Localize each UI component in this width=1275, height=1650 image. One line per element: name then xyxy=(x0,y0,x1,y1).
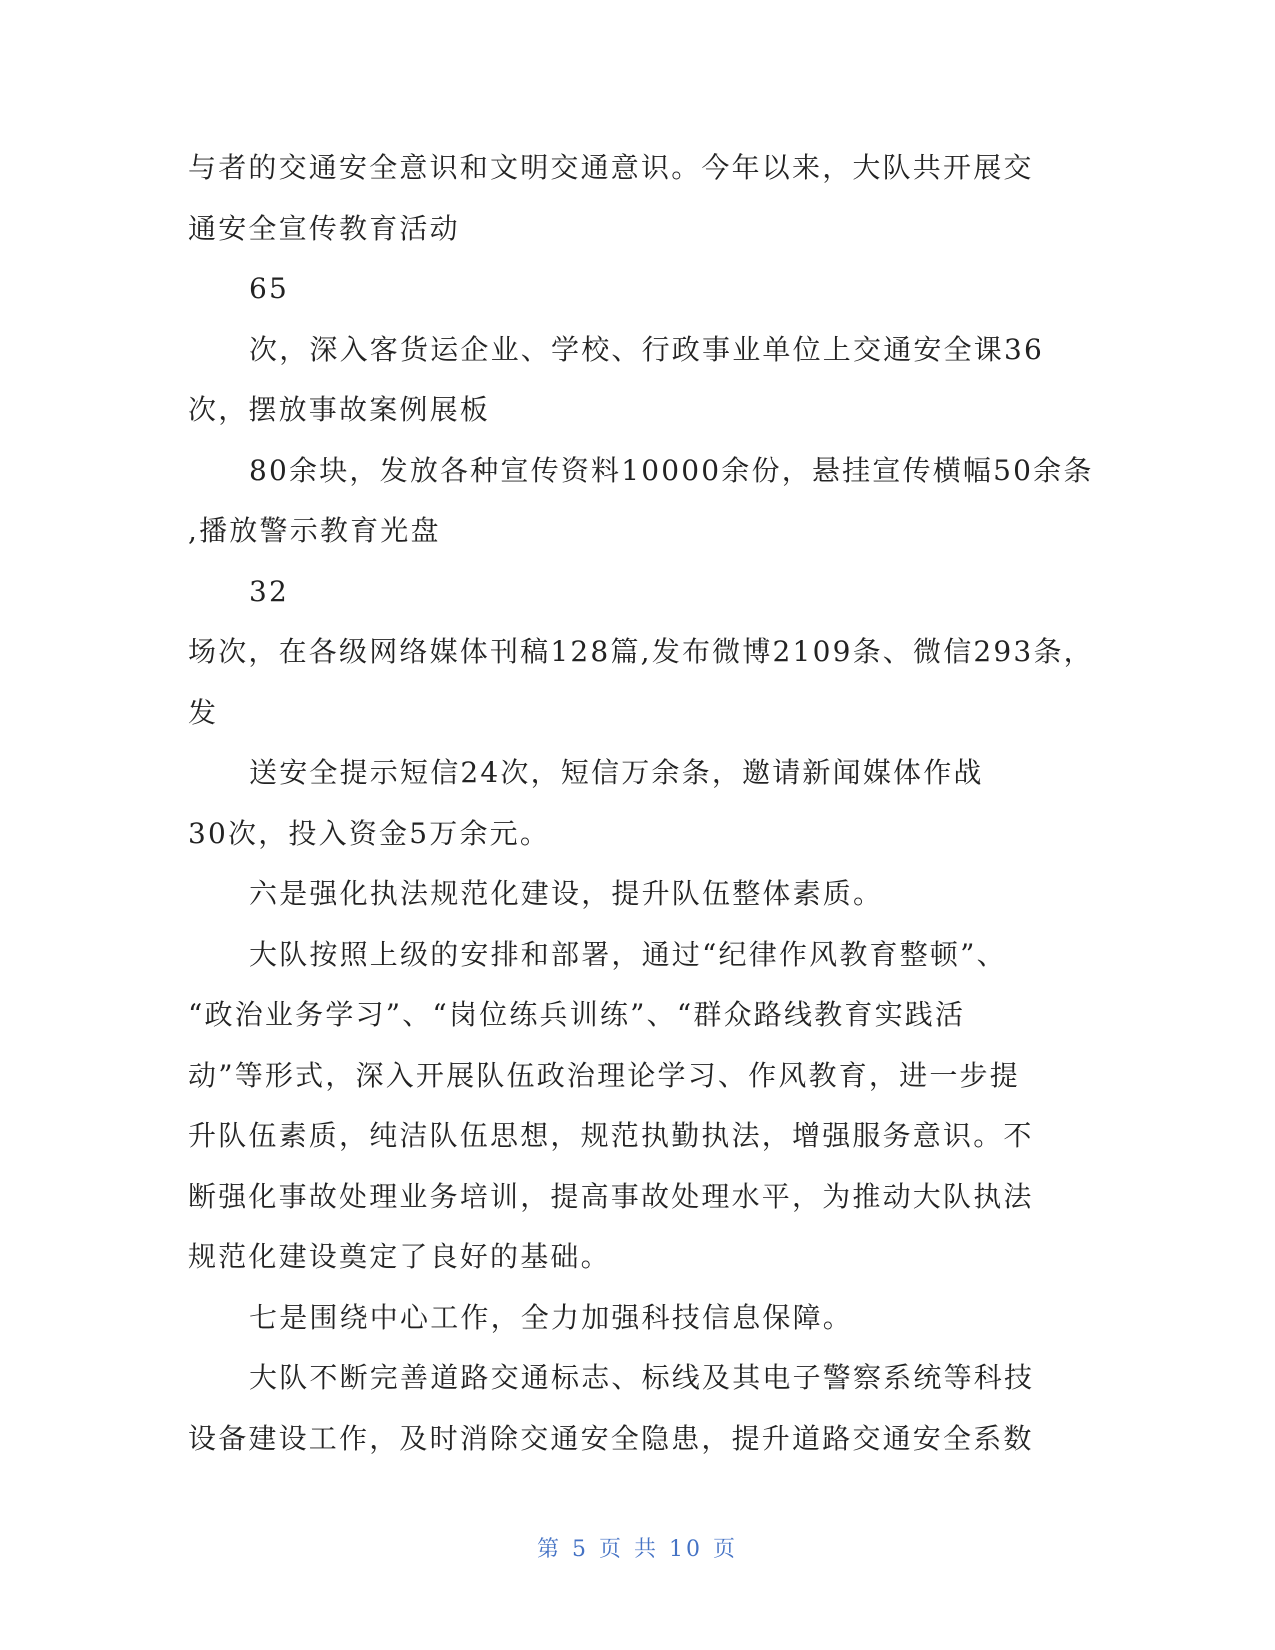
text-line: 次，深入客货运企业、学校、行政事业单位上交通安全课36 xyxy=(249,332,1045,366)
text-line: 设备建设工作，及时消除交通安全隐患，提升道路交通安全系数 xyxy=(188,1421,1034,1455)
section-heading-seven: 七是围绕中心工作，全力加强科技信息保障。 xyxy=(249,1300,854,1334)
text-line: 30次，投入资金5万余元。 xyxy=(188,816,551,850)
text-line: “政治业务学习”、“岗位练兵训练”、“群众路线教育实践活 xyxy=(188,998,966,1031)
text-line: 次，摆放事故案例展板 xyxy=(188,393,491,426)
text-line: 80余块，发放各种宣传资料10000余份，悬挂宣传横幅50余条 xyxy=(249,453,1094,487)
document-body xyxy=(188,138,1094,1469)
text-line: 升队伍素质，纯洁队伍思想，规范执勤执法，增强服务意识。不 xyxy=(188,1119,1034,1152)
text-line: 场次，在各级网络媒体刊稿128篇,发布微博2109条、微信293条， xyxy=(188,635,1094,668)
text-line: 大队不断完善道路交通标志、标线及其电子警察系统等科技 xyxy=(249,1361,1035,1394)
text-line: 大队按照上级的安排和部署，通过“纪律作风教育整顿”、 xyxy=(249,937,1007,971)
text-line: 32 xyxy=(249,574,290,608)
text-line: 规范化建设奠定了良好的基础。 xyxy=(188,1240,611,1273)
section-heading-six: 六是强化执法规范化建设，提升队伍整体素质。 xyxy=(249,877,884,910)
text-line: 发 xyxy=(188,695,219,729)
text-line: 与者的交通安全意识和文明交通意识。今年以来，大队共开展交 xyxy=(188,151,1034,184)
text-line: 送安全提示短信24次，短信万余条，邀请新闻媒体作战 xyxy=(249,756,984,789)
text-line: 通安全宣传教育活动 xyxy=(188,211,460,245)
text-line: ,播放警示教育光盘 xyxy=(188,514,441,547)
page-number-footer: 第 5 页 共 10 页 xyxy=(537,1537,738,1562)
text-line: 断强化事故处理业务培训，提高事故处理水平，为推动大队执法 xyxy=(188,1179,1034,1213)
text-line: 65 xyxy=(249,272,290,305)
text-line: 动”等形式，深入开展队伍政治理论学习、作风教育，进一步提 xyxy=(188,1058,1020,1092)
